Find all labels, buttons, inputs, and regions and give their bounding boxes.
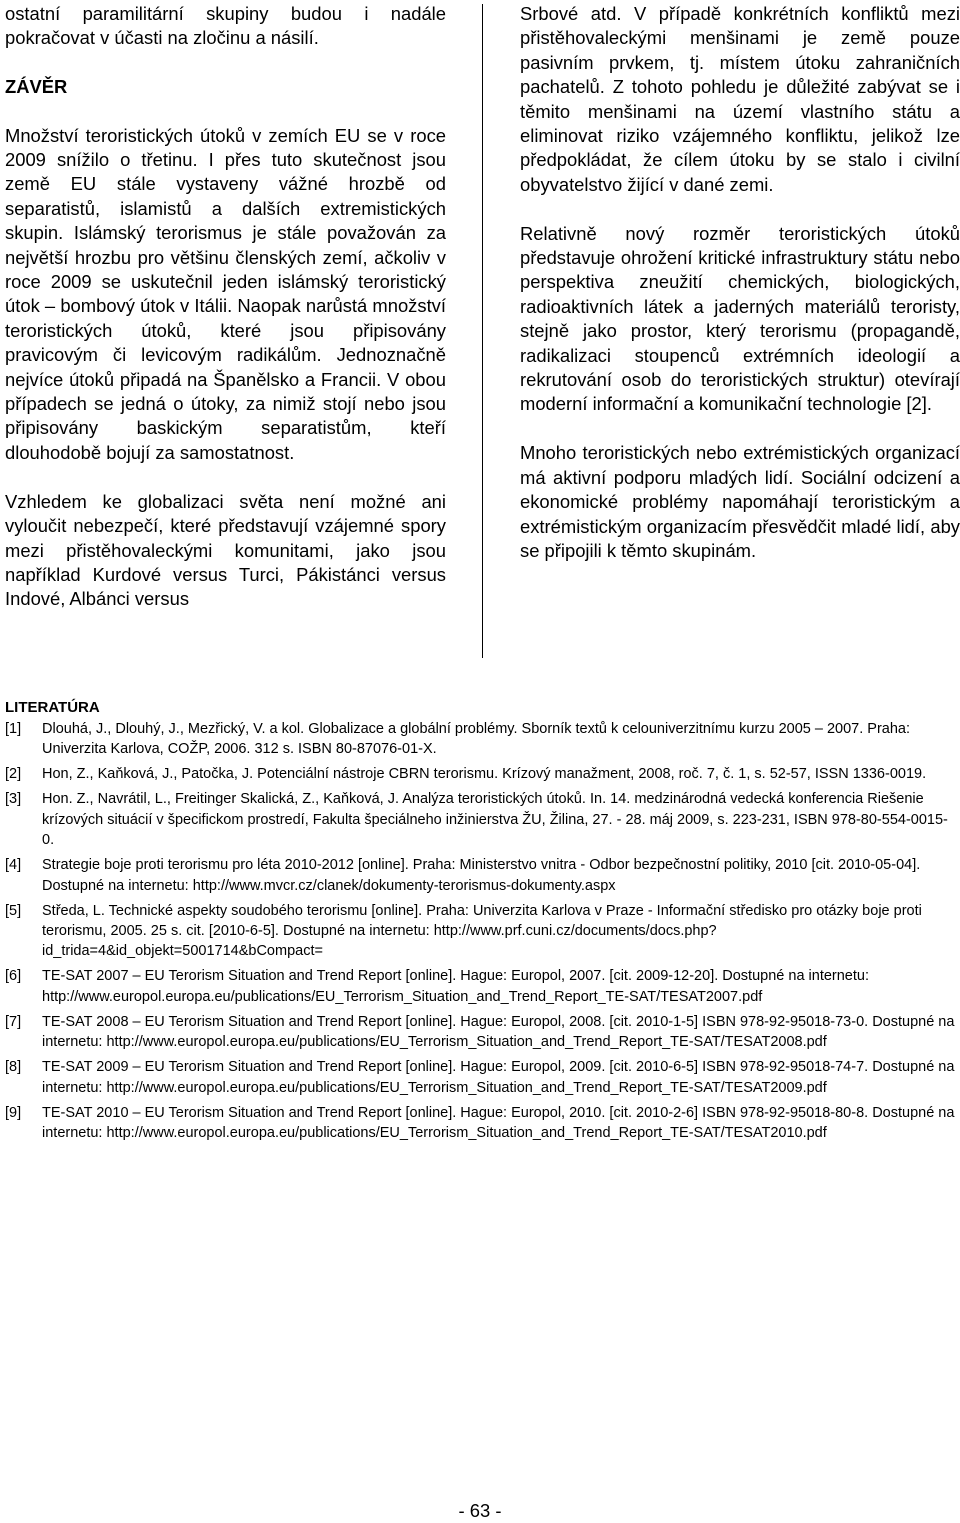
reference-text: TE-SAT 2009 – EU Terorism Situation and Trend Report [online]. Hague: Europol, 2009. [cit. 2010-6-5] ISBN 978-92-95018-74-7. Dostupné na internetu: http://www.europol.europa.eu/publications/EU_Terrorism_Situation_and_Trend_Report_TE-SAT/TESAT2009.pdf: [42, 1059, 955, 1096]
right-paragraph-3: Mnoho teroristických nebo extrémistických organizací má aktivní podporu mladých lidí. Sociální odcizení a ekonomické problémy napomáhají teroristickým a extrémistickým organizacím přesvědčit mladé lidí, aby se připojili k těmto skupinám.: [520, 442, 960, 561]
conclusion-paragraph-1: Množství teroristických útoků v zemích EU se v roce 2009 snížilo o třetinu. I přes tuto skutečnost jsou země EU stále vystaveny vážné hrozbě od separatistů, islamistů a dalších extremistických skupin. Islámský terorismus je stále považován za největší hrozbu pro většinu členských zemí, ačkoliv v roce 2009 se uskutečnil jeden islámský teroristický útok – bombový útok v Itálii. Naopak narůstá množství teroristických útoků, které jsou připisovány pravicovým či levicovým radikálům. Jednoznačně nejvíce útoků připadá na Španělsko a Francii. V obou případech se jedná o útoky, za nimiž stojí nebo jsou připisovány baskickým separatistům, kteří dlouhodobě bojují za samostatnost.: [5, 124, 446, 463]
reference-number: [2]: [5, 766, 22, 783]
reference-number: [6]: [5, 968, 22, 985]
right-column: [520, 2, 960, 563]
right-paragraph-2: Relativně nový rozměr teroristických útoků představuje ohrožení kritické infrastruktury státu nebo perspektiva zneužití chemických, biologických, radioaktivních látek a jaderných materiálů teroristy, stejně jako prostor, který terorismu (propagandě, radikalizaci stoupenců extrémních ideologií a rekrutování osob do teroristických struktur) otevírají moderní informační a komunikační technologie [2].: [520, 222, 960, 415]
section-heading-conclusion: ZÁVĚR: [5, 75, 68, 97]
references-section: [5, 697, 955, 1148]
reference-item: [5, 1057, 955, 1098]
reference-item: [5, 719, 955, 760]
reference-item: [5, 1012, 955, 1053]
reference-number: [9]: [5, 1104, 22, 1121]
reference-number: [7]: [5, 1013, 22, 1030]
conclusion-paragraph-2: Vzhledem ke globalizaci světa není možné ani vyloučit nebezpečí, které představují vzájemné spory mezi přistěhovaleckými komunitami, jako jsou například Kurdové versus Turci, Pákistánci versus Indové, Albánci versus: [5, 490, 446, 610]
reference-text: Středa, L. Technické aspekty soudobého terorismu [online]. Praha: Univerzita Karlova v Praze - Informační středisko pro otázky boje proti terorismu, 2005. 25 s. cit. [2010-6-5]. Dostupné na internetu: http://www.prf.cuni.cz/documents/docs.php?id_trida=4&id_objekt=5001714&bCompact=: [42, 902, 922, 960]
reference-text: Hon, Z., Kaňková, J., Patočka, J. Potenciální nástroje CBRN terorismu. Krízový manažment, 2008, roč. 7, č. 1, s. 52-57, ISSN 1336-0019.: [42, 766, 927, 783]
page-number: - 63 -: [458, 1500, 502, 1521]
right-paragraph-1: Srbové atd. V případě konkrétních konfliktů mezi přistěhovaleckými menšinami je země pouze pasivním prvkem, tj. místem útoku zahraničních pachatelů. Z tohoto pohledu je důležité zabývat se i těmito menšinami na území vlastního státu a eliminovat riziko vzájemného konfliktu, jelikož lze předpokládat, že cílem útoku by se stalo i civilní obyvatelstvo žijící v dané zemi.: [520, 3, 960, 195]
reference-number: [1]: [5, 721, 22, 737]
column-divider: [482, 4, 483, 658]
reference-number: [8]: [5, 1059, 22, 1076]
left-column: [5, 2, 446, 612]
intro-paragraph: ostatní paramilitární skupiny budou i nadále pokračovat v účasti na zločinu a násilí.: [5, 3, 446, 49]
reference-item: [5, 764, 955, 784]
reference-text: TE-SAT 2007 – EU Terorism Situation and Trend Report [online]. Hague: Europol, 2007. [cit. 2009-12-20]. Dostupné na internetu: http://www.europol.europa.eu/publications/EU_Terrorism_Situation_and_Trend_Report_TE-SAT/TESAT2007.pdf: [42, 968, 869, 1005]
reference-text: TE-SAT 2010 – EU Terorism Situation and Trend Report [online]. Hague: Europol, 2010. [cit. 2010-2-6] ISBN 978-92-95018-80-8. Dostupné na internetu: http://www.europol.europa.eu/publications/EU_Terrorism_Situation_and_Trend_Report_TE-SAT/TESAT2010.pdf: [42, 1104, 955, 1142]
reference-number: [4]: [5, 857, 22, 874]
reference-number: [3]: [5, 791, 22, 808]
reference-item: [5, 789, 955, 850]
reference-item: [5, 901, 955, 962]
reference-text: Dlouhá, J., Dlouhý, J., Mezřický, V. a kol. Globalizace a globální problémy. Sborník textů k celouniverzitnímu kurzu 2005 – 2007. Praha: Univerzita Karlova, COŽP, 2006. 312 s. ISBN 80-87076-01-X.: [42, 721, 911, 758]
reference-item: [5, 1103, 955, 1144]
reference-text: Hon. Z., Navrátil, L., Freitinger Skalická, Z., Kaňková, J. Analýza teroristických útoků. In. 14. medzinárodná vedecká konferencia Riešenie krízových situácií v špecifickom prostredí, Fakulta špeciálneho inžinierstva ŽU, Žilina, 27. - 28. máj 2009, s. 223-231, ISBN 978-80-554-0015-0.: [42, 791, 948, 849]
reference-item: [5, 966, 955, 1007]
reference-number: [5]: [5, 902, 22, 919]
references-heading: LITERATÚRA: [5, 699, 100, 716]
reference-text: Strategie boje proti terorismu pro léta 2010-2012 [online]. Praha: Ministerstvo vnitra - Odbor bezpečnostní politiky, 2010 [cit. 2010-05-04]. Dostupné na internetu: http://www.mvcr.cz/clanek/dokumenty-terorismus-dokumenty.aspx: [42, 857, 921, 894]
reference-item: [5, 855, 955, 896]
reference-text: TE-SAT 2008 – EU Terorism Situation and Trend Report [online]. Hague: Europol, 2008. [cit. 2010-1-5] ISBN 978-92-95018-73-0. Dostupné na internetu: http://www.europol.europa.eu/publications/EU_Terrorism_Situation_and_Trend_Report_TE-SAT/TESAT2008.pdf: [42, 1013, 955, 1051]
